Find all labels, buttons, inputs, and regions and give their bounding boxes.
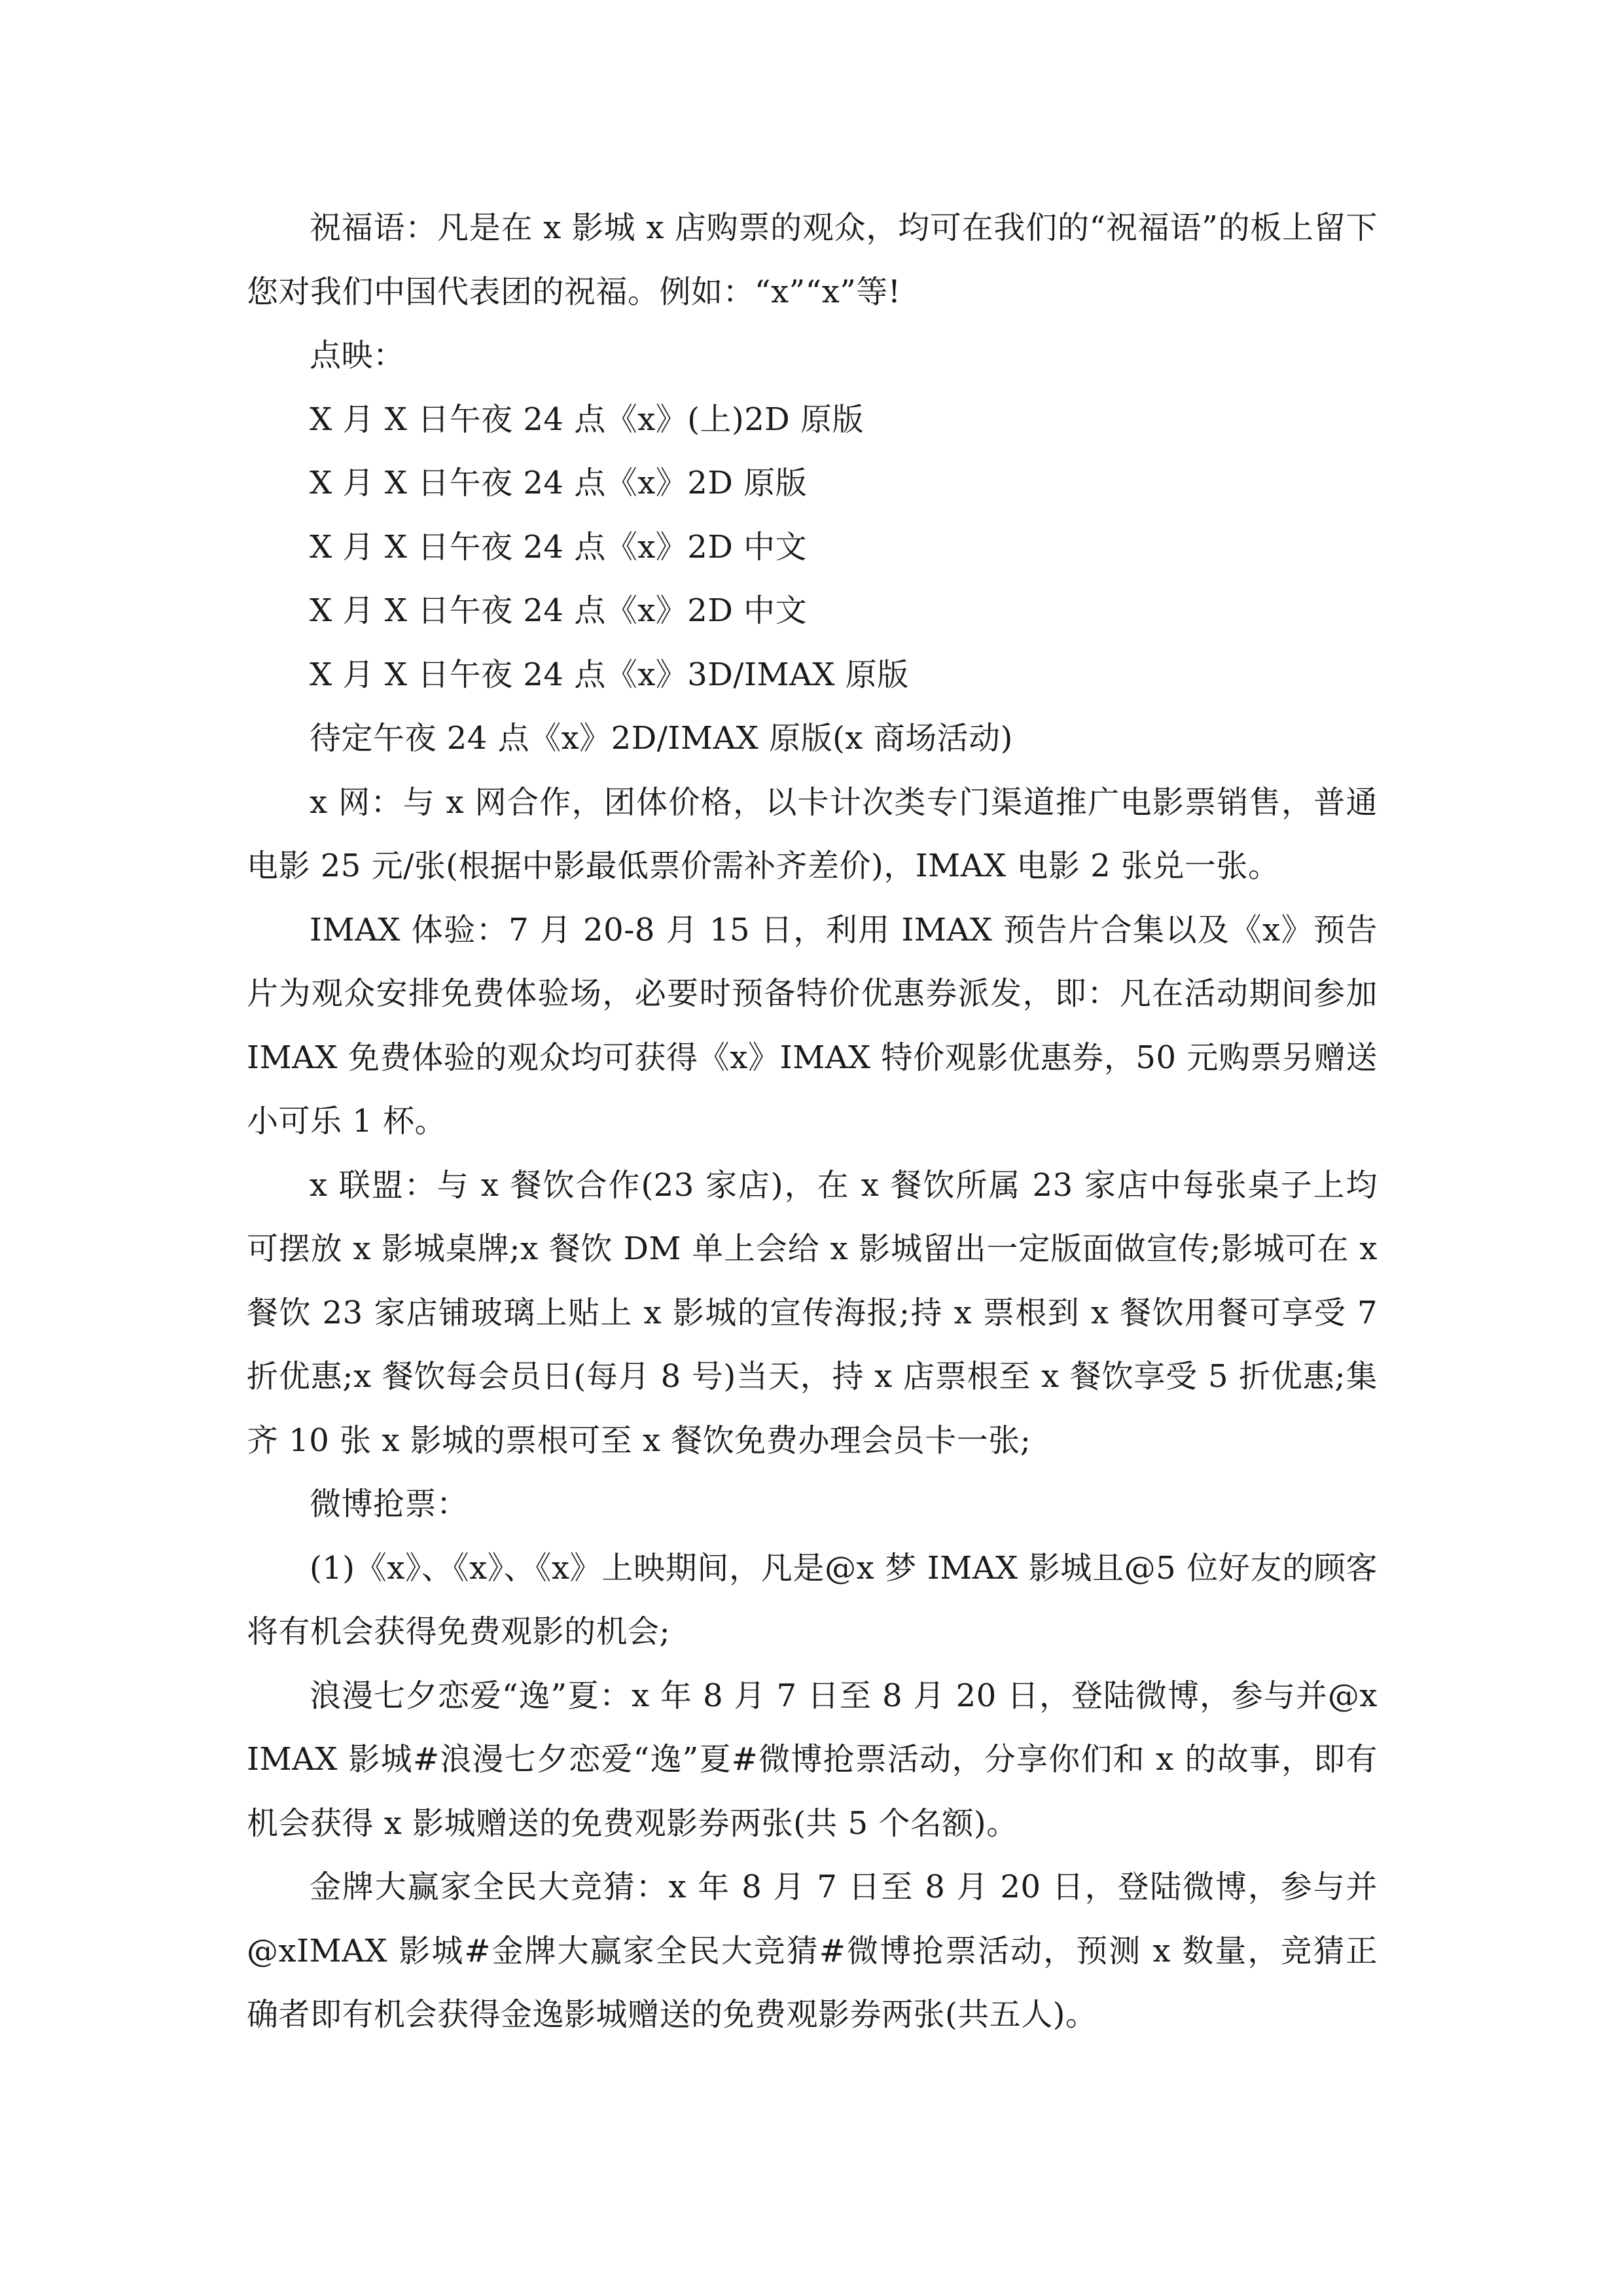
paragraph-imax-experience: IMAX 体验：7 月 20-8 月 15 日，利用 IMAX 预告片合集以及《x》预告片为观众安排免费体验场，必要时预备特价优惠券派发，即：凡在活动期间参加 IMAX 免费体验的观众均可获得《x》IMAX 特价观影优惠券，50 元购票另赠送小可乐 1 杯。 [247, 911, 1378, 1139]
paragraph-screening-1: X 月 X 日午夜 24 点《x》(上)2D 原版 [310, 401, 865, 438]
paragraph-screening-3: X 月 X 日午夜 24 点《x》2D 中文 [310, 528, 808, 565]
document-page [247, 196, 1378, 2047]
paragraph-qixi: 浪漫七夕恋爱“逸”夏：x 年 8 月 7 日至 8 月 20 日，登陆微博，参与并@xIMAX 影城#浪漫七夕恋爱“逸”夏#微博抢票活动，分享你们和 x 的故事，即有机会获得 x 影城赠送的免费观影券两张(共 5 个名额)。 [247, 1677, 1378, 1842]
paragraph-web-partner: x 网：与 x 网合作，团体价格，以卡计次类专门渠道推广电影票销售，普通电影 25 元/张(根据中影最低票价需补齐差价)，IMAX 电影 2 张兑一张。 [247, 783, 1378, 884]
paragraph-screening-5: X 月 X 日午夜 24 点《x》3D/IMAX 原版 [310, 656, 909, 693]
paragraph-weibo-1: (1)《x》、《x》、《x》上映期间，凡是@x 梦 IMAX 影城且@5 位好友的顾客将有机会获得免费观影的机会; [247, 1549, 1378, 1650]
paragraph-blessing: 祝福语：凡是在 x 影城 x 店购票的观众，均可在我们的“祝福语”的板上留下您对我们中国代表团的祝福。例如：“x”“x”等! [247, 209, 1378, 310]
paragraph-alliance: x 联盟：与 x 餐饮合作(23 家店)，在 x 餐饮所属 23 家店中每张桌子上均可摆放 x 影城桌牌;x 餐饮 DM 单上会给 x 影城留出一定版面做宣传;影城可在 x 餐饮 23 家店铺玻璃上贴上 x 影城的宣传海报;持 x 票根到 x 餐饮用餐可享受 7 折优惠;x 餐饮每会员日(每月 8 号)当天，持 x 店票根至 x 餐饮享受 5 折优惠;集齐 10 张 x 影城的票根可至 x 餐饮免费办理会员卡一张; [247, 1166, 1378, 1459]
paragraph-guessing: 金牌大赢家全民大竞猜：x 年 8 月 7 日至 8 月 20 日，登陆微博，参与并@xIMAX 影城#金牌大赢家全民大竞猜#微博抢票活动，预测 x 数量，竞猜正确者即有机会获得金逸影城赠送的免费观影券两张(共五人)。 [247, 1869, 1378, 2033]
paragraph-screening-2: X 月 X 日午夜 24 点《x》2D 原版 [310, 465, 808, 501]
paragraph-weibo-heading: 微博抢票： [310, 1486, 469, 1522]
paragraph-screening-heading: 点映： [310, 337, 405, 374]
paragraph-screening-6: 待定午夜 24 点《x》2D/IMAX 原版(x 商场活动) [310, 720, 1013, 757]
paragraph-screening-4: X 月 X 日午夜 24 点《x》2D 中文 [310, 592, 808, 629]
